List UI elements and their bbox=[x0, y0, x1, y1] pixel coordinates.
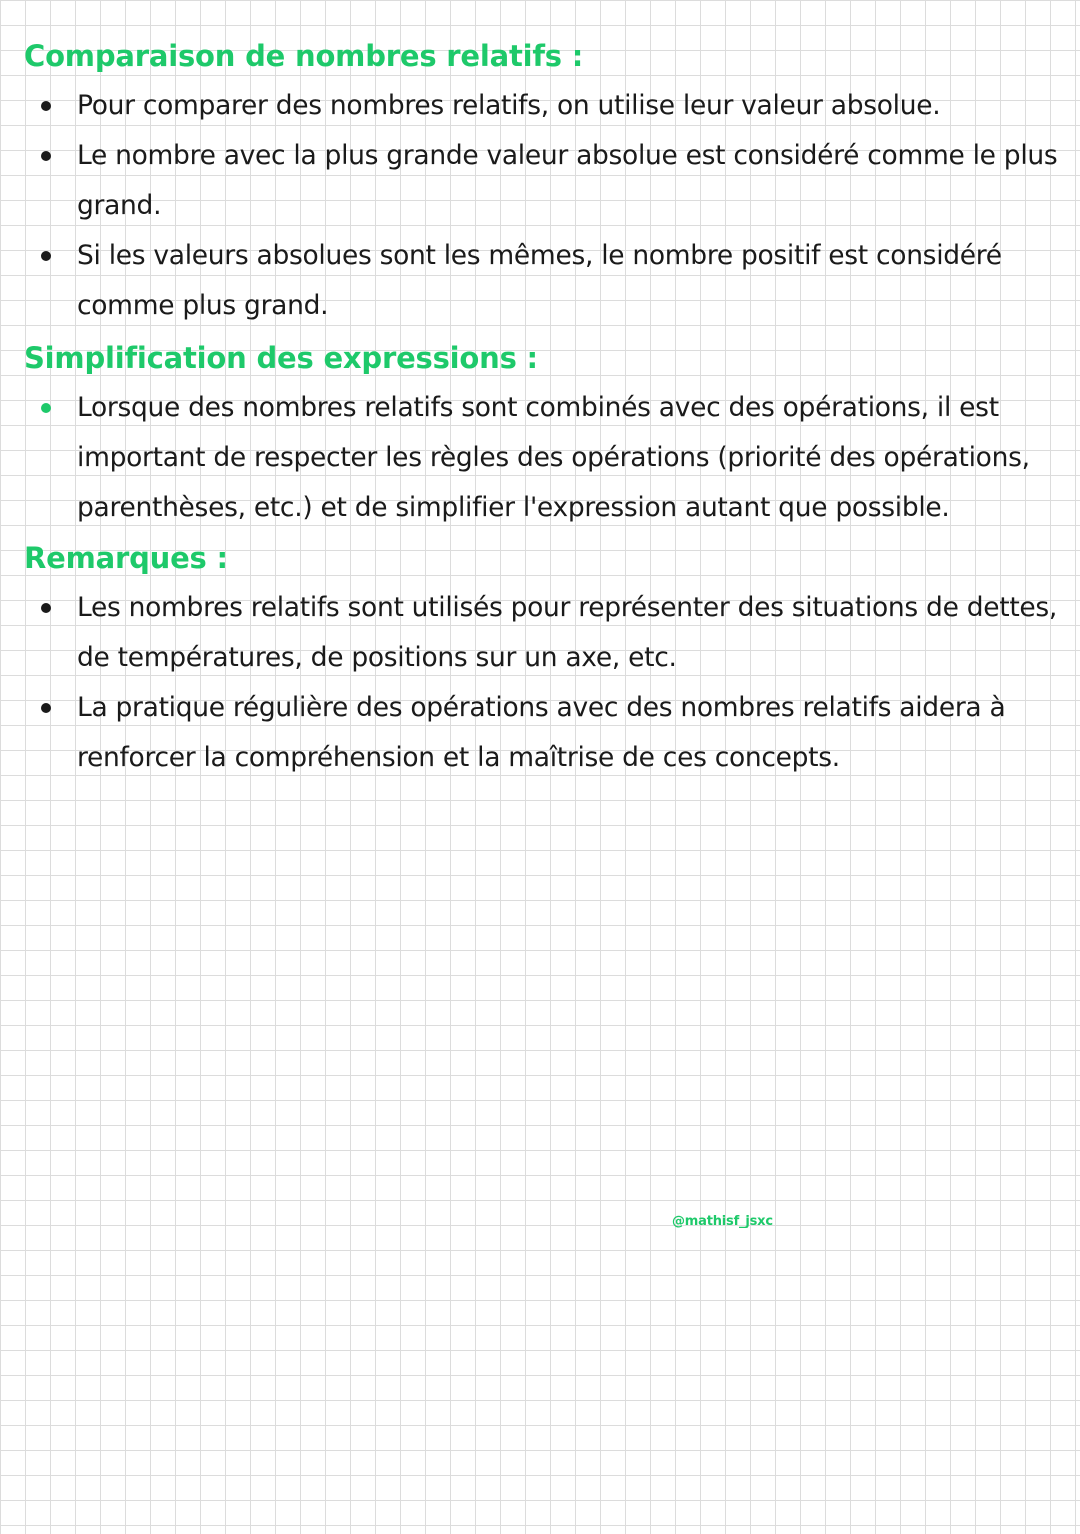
bullet-icon bbox=[41, 251, 51, 261]
list-item bbox=[24, 231, 1064, 331]
list-item-text: La pratique régulière des opérations avec des nombres relatifs aidera à renforcer la compréhension et la maîtrise de ces concepts. bbox=[77, 692, 1006, 773]
bullet-list-remarques bbox=[24, 583, 1064, 783]
list-item bbox=[24, 81, 1064, 131]
bullet-list-comparaison bbox=[24, 81, 1064, 331]
list-item-text: Le nombre avec la plus grande valeur absolue est considéré comme le plus grand. bbox=[77, 140, 1058, 221]
bullet-icon bbox=[41, 101, 51, 111]
list-item-text: Si les valeurs absolues sont les mêmes, le nombre positif est considéré comme plus grand. bbox=[77, 240, 1002, 321]
bullet-icon bbox=[41, 603, 51, 613]
list-item bbox=[24, 383, 1064, 533]
list-item bbox=[24, 131, 1064, 231]
section-heading-simplification: Simplification des expressions : bbox=[24, 341, 538, 375]
bullet-icon bbox=[41, 703, 51, 713]
section-heading-comparaison: Comparaison de nombres relatifs : bbox=[24, 39, 584, 73]
section-heading-remarques: Remarques : bbox=[24, 541, 228, 575]
list-item-text: Pour comparer des nombres relatifs, on utilise leur valeur absolue. bbox=[77, 90, 941, 121]
author-watermark: @mathisf_jsxc bbox=[672, 1214, 773, 1229]
bullet-list-simplification bbox=[24, 383, 1064, 533]
bullet-icon bbox=[41, 403, 51, 413]
bullet-icon bbox=[41, 151, 51, 161]
section-comparaison bbox=[24, 31, 1064, 331]
list-item bbox=[24, 683, 1064, 783]
section-simplification bbox=[24, 333, 1064, 533]
section-remarques bbox=[24, 533, 1064, 783]
list-item bbox=[24, 583, 1064, 683]
list-item-text: Lorsque des nombres relatifs sont combinés avec des opérations, il est important de respecter les règles des opérations (priorité des opérations, parenthèses, etc.) et de simplifier l'expression autant que possible. bbox=[77, 392, 1030, 523]
list-item-text: Les nombres relatifs sont utilisés pour représenter des situations de dettes, de températures, de positions sur un axe, etc. bbox=[77, 592, 1058, 673]
